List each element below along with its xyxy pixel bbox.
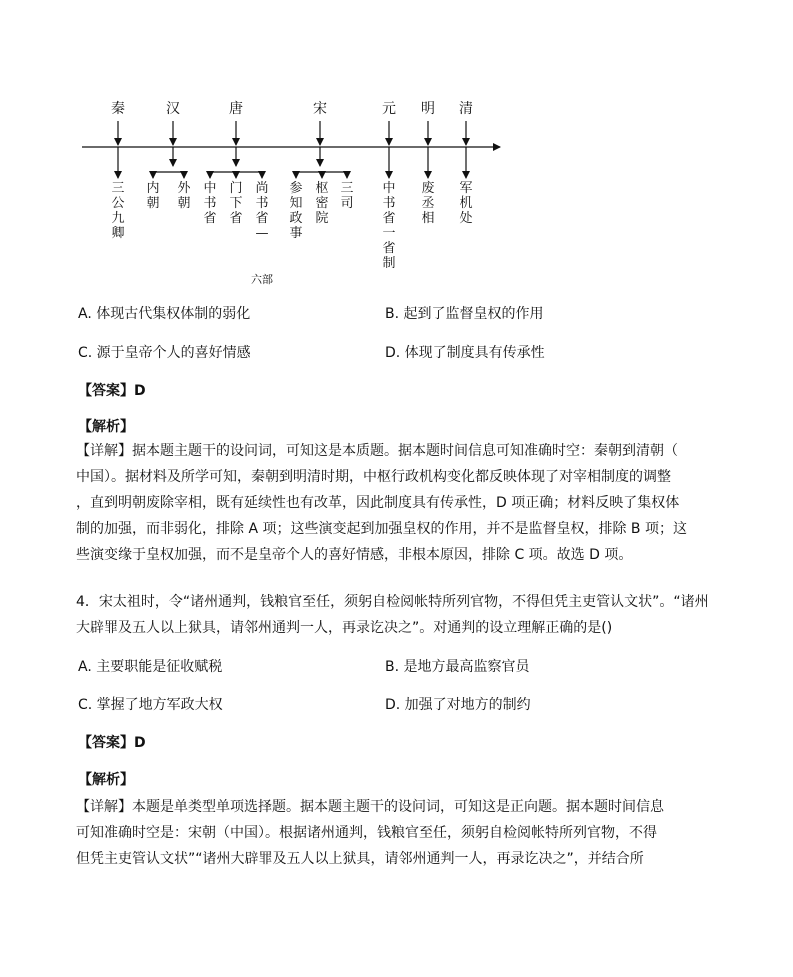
- q3-detail-line: 些演变缘于皇权加强，而不是皇帝个人的喜好情感，非根本原因，排除 C 项。故选 D 项。: [76, 547, 633, 563]
- branch-char: 制: [382, 256, 396, 271]
- branch-char: 中: [382, 181, 396, 196]
- branch-char: 知: [289, 196, 303, 211]
- q3-analysis-label: 【解析】: [78, 419, 134, 435]
- branch-char: 省: [229, 211, 243, 226]
- q4-detail-line: 【详解】本题是单类型单项选择题。据本题主题干的设问词，可知这是正向题。据本题时间信息: [76, 799, 664, 815]
- branch-char: 下: [229, 196, 243, 211]
- branch-char: 省: [203, 211, 217, 226]
- q4-option-c[interactable]: C. 掌握了地方军政大权: [78, 697, 223, 713]
- branch-char: 尚: [255, 181, 269, 196]
- q3-detail-line: ，直到明朝废除宰相，既有延续性也有改革，因此制度具有传承性，D 项正确；材料反映了集权体: [76, 495, 680, 511]
- dynasty-label: 汉: [166, 101, 180, 117]
- branch-char: 机: [459, 196, 473, 211]
- q4-option-b[interactable]: B. 是地方最高监察官员: [385, 659, 530, 675]
- q4-detail-line: 但凭主吏管认文状”“诸州大辟罪及五人以上狱具，请邻州通判一人，再录讫决之”，并结合所: [76, 851, 644, 867]
- branch-char: 书: [255, 196, 269, 211]
- q4-stem-line: 大辟罪及五人以上狱具，请邻州通判一人，再录讫决之”。对通判的设立理解正确的是(): [76, 620, 613, 636]
- dynasty-label: 宋: [313, 101, 327, 117]
- branch-char: 军: [459, 181, 473, 196]
- q3-option-a[interactable]: A. 体现古代集权体制的弱化: [78, 306, 251, 322]
- q4-detail: [76, 794, 676, 872]
- branch-char: 参: [289, 181, 303, 196]
- branch-char: 中: [203, 181, 217, 196]
- branch-char: 一: [382, 226, 396, 241]
- q3-option-b[interactable]: B. 起到了监督皇权的作用: [385, 306, 544, 322]
- q4-analysis-label: 【解析】: [78, 772, 134, 788]
- dynasty-label: 元: [382, 101, 396, 117]
- q4-option-d[interactable]: D. 加强了对地方的制约: [385, 697, 531, 713]
- branch-char: 三: [340, 181, 354, 196]
- branch-char: 内: [146, 181, 160, 196]
- branch-char: 九: [111, 211, 125, 226]
- q4-answer: 【答案】D: [78, 735, 146, 751]
- q4-stem: [76, 589, 709, 641]
- branch-char: 书: [203, 196, 217, 211]
- q3-answer: 【答案】D: [78, 383, 146, 399]
- branch-char: 三: [111, 181, 125, 196]
- branch-char: 相: [421, 211, 435, 226]
- dynasty-label: 秦: [111, 101, 125, 117]
- branch-char: 密: [315, 196, 329, 211]
- q3-option-c[interactable]: C. 源于皇帝个人的喜好情感: [78, 345, 251, 361]
- branch-char: 丞: [421, 196, 435, 211]
- branch-char: 公: [111, 196, 125, 211]
- q4-option-a[interactable]: A. 主要职能是征收赋税: [78, 659, 223, 675]
- q3-detail-line: 中国）。据材料及所学可知，秦朝到明清时期，中枢行政机构变化都反映体现了对宰相制度的调整: [76, 469, 671, 485]
- branch-char: 处: [459, 211, 473, 226]
- branch-char: 司: [340, 196, 354, 211]
- q3-detail-line: 制的加强，而非弱化，排除 A 项；这些演变起到加强皇权的作用，并不是监督皇权，排除 B 项；这: [76, 521, 687, 537]
- branch-char: 省: [255, 211, 269, 226]
- branch-char: —: [255, 226, 269, 241]
- q3-detail-line: 【详解】据本题主题干的设问词，可知这是本质题。据本题时间信息可知准确时空：秦朝到清朝（: [76, 443, 678, 459]
- dynasty-label: 清: [459, 101, 473, 117]
- branch-char: 门: [229, 181, 243, 196]
- branch-char: 朝: [146, 196, 160, 211]
- branch-char: 外: [177, 181, 191, 196]
- branch-char: 卿: [111, 226, 125, 241]
- branch-char: 废: [421, 181, 435, 196]
- q4-detail-line: 可知准确时空是：宋朝（中国）。根据诸州通判，钱粮官至任，须躬自检阅帐特所列官物，不得: [76, 825, 657, 841]
- branch-char: 书: [382, 196, 396, 211]
- dynasty-label: 明: [421, 101, 435, 117]
- branch-char: 事: [289, 226, 303, 241]
- branch-char: 枢: [315, 181, 329, 196]
- sub-note-liubu: 六部: [251, 273, 273, 286]
- branch-char: 政: [289, 211, 303, 226]
- branch-char: 朝: [177, 196, 191, 211]
- branch-char: 省: [382, 241, 396, 256]
- q3-detail: [76, 438, 687, 568]
- branch-char: 省: [382, 211, 396, 226]
- branch-char: 院: [315, 211, 329, 226]
- dynasty-timeline-diagram: [0, 0, 793, 300]
- dynasty-label: 唐: [229, 101, 243, 117]
- q3-option-d[interactable]: D. 体现了制度具有传承性: [385, 345, 545, 361]
- q4-stem-line: 4．宋太祖时，令“诸州通判，钱粮官至任，须躬自检阅帐特所列官物，不得但凭主吏管认文状”。“诸州: [76, 594, 709, 610]
